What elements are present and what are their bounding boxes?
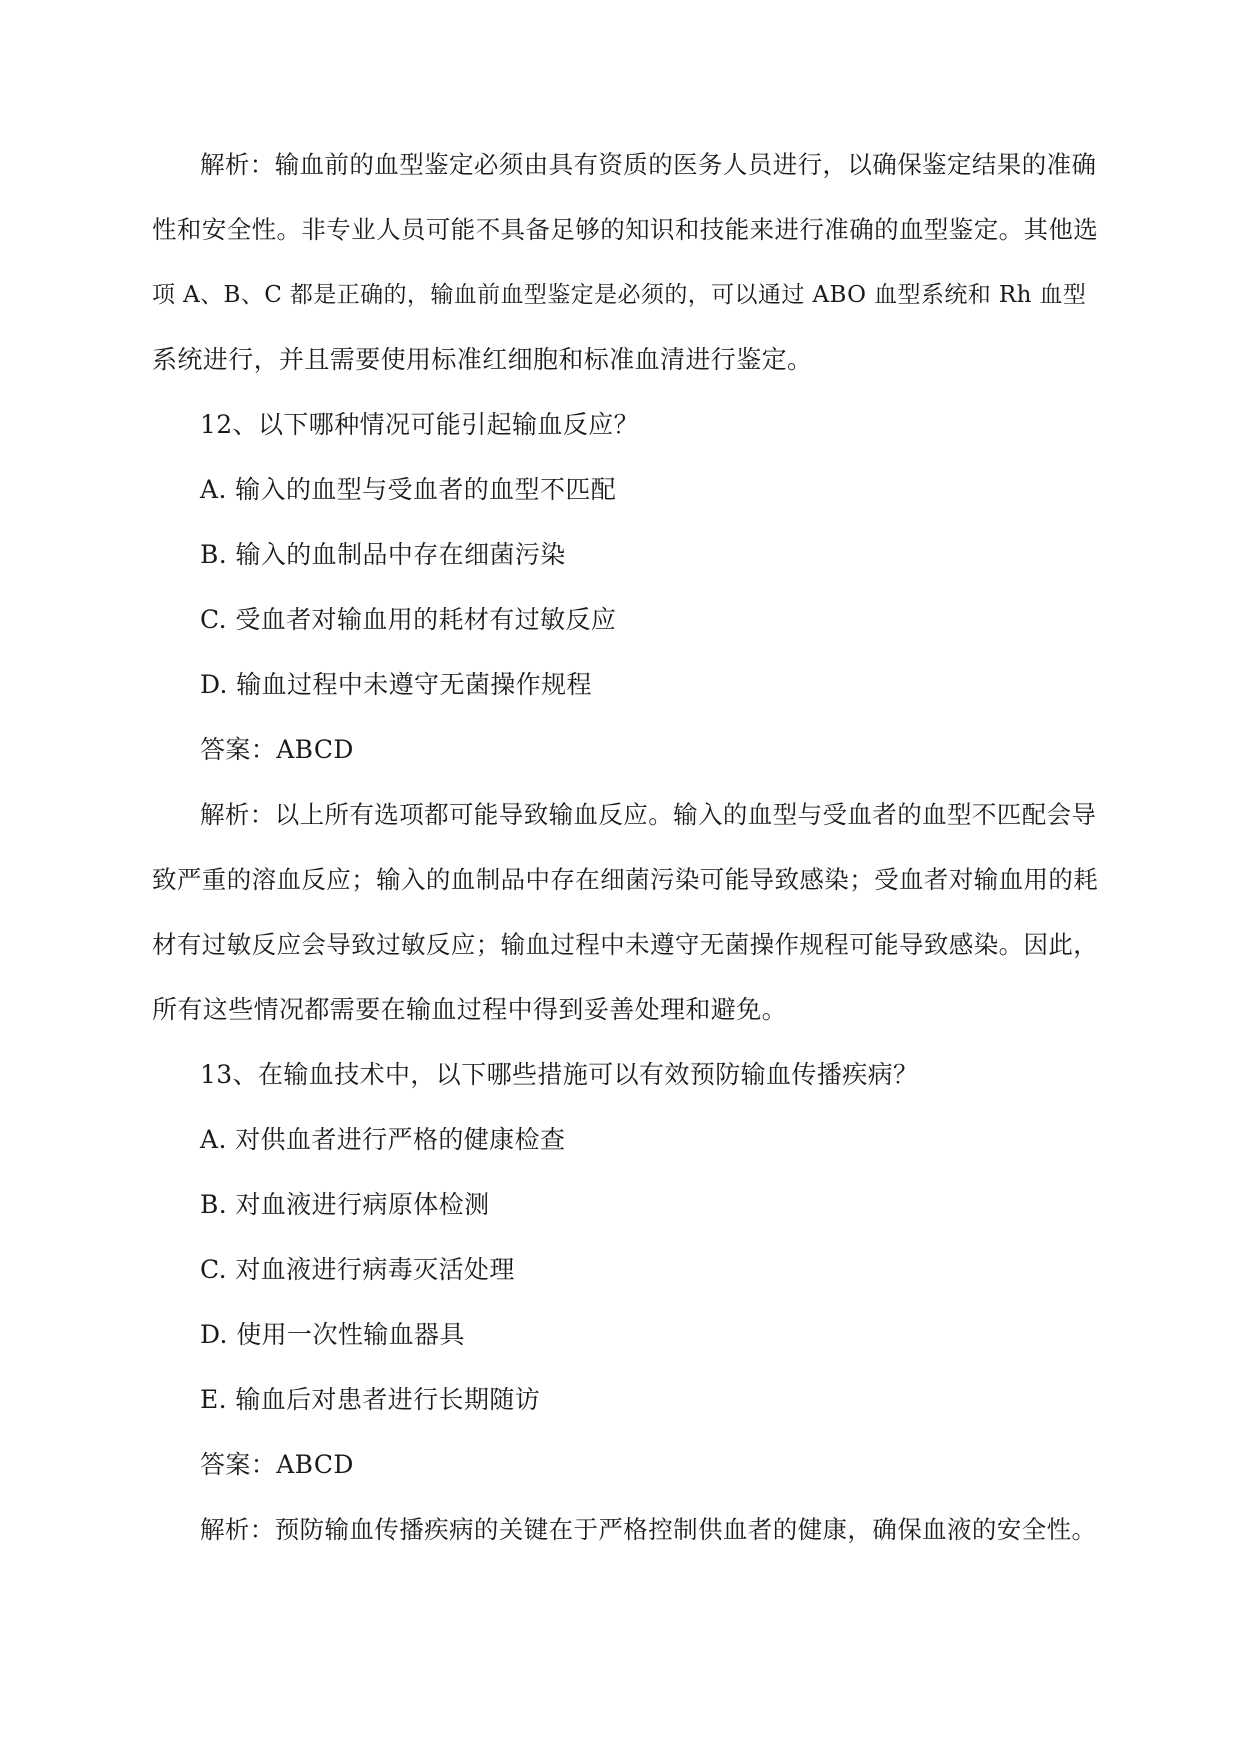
q12-option-d: D. 输血过程中未遵守无菌操作规程 xyxy=(200,670,592,699)
q12-option-a: A. 输入的血型与受血者的血型不匹配 xyxy=(200,475,617,504)
q13-option-a: A. 对供血者进行严格的健康检查 xyxy=(200,1125,566,1154)
q11-analysis-line-1: 解析：输血前的血型鉴定必须由具有资质的医务人员进行，以确保鉴定结果的准确 xyxy=(200,150,1097,179)
q13-option-b: B. 对血液进行病原体检测 xyxy=(200,1190,490,1219)
q13-answer: 答案：ABCD xyxy=(200,1450,354,1479)
q12-option-b: B. 输入的血制品中存在细菌污染 xyxy=(200,540,566,569)
q13-option-c: C. 对血液进行病毒灭活处理 xyxy=(200,1255,515,1284)
q12-analysis-line-2: 致严重的溶血反应；输入的血制品中存在细菌污染可能导致感染；受血者对输血用的耗 xyxy=(152,865,1099,894)
q12-option-c: C. 受血者对输血用的耗材有过敏反应 xyxy=(200,605,617,634)
q11-analysis-line-2: 性和安全性。非专业人员可能不具备足够的知识和技能来进行准确的血型鉴定。其他选 xyxy=(152,215,1099,244)
q12-analysis-line-1: 解析：以上所有选项都可能导致输血反应。输入的血型与受血者的血型不匹配会导 xyxy=(200,800,1097,829)
q13-analysis-line-1: 解析：预防输血传播疾病的关键在于严格控制供血者的健康，确保血液的安全性。 xyxy=(200,1515,1097,1544)
q11-analysis-line-3: 项 A、B、C 都是正确的，输血前血型鉴定是必须的，可以通过 ABO 血型系统和 Rh 血型 xyxy=(152,282,1087,308)
q12-analysis-line-4: 所有这些情况都需要在输血过程中得到妥善处理和避免。 xyxy=(152,995,788,1024)
q13-question: 13、在输血技术中，以下哪些措施可以有效预防输血传播疾病？ xyxy=(200,1060,919,1089)
q11-analysis-line-4: 系统进行，并且需要使用标准红细胞和标准血清进行鉴定。 xyxy=(152,345,813,374)
q12-analysis-line-3: 材有过敏反应会导致过敏反应；输血过程中未遵守无菌操作规程可能导致感染。因此， xyxy=(152,930,1099,959)
q13-option-e: E. 输血后对患者进行长期随访 xyxy=(200,1385,541,1414)
q12-answer: 答案：ABCD xyxy=(200,735,354,764)
q12-question: 12、以下哪种情况可能引起输血反应？ xyxy=(200,410,640,439)
q13-option-d: D. 使用一次性输血器具 xyxy=(200,1320,465,1349)
